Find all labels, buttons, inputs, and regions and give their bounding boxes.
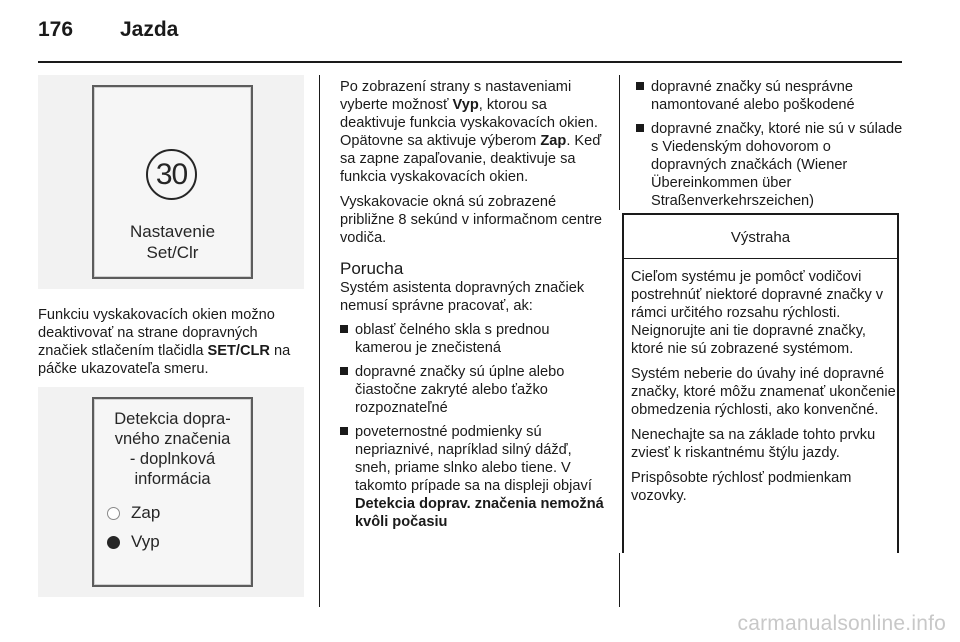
paragraph-malfunction: Systém asistenta dopravných značiek nemusí správne pracovať, ak: bbox=[340, 280, 585, 314]
option-vyp[interactable] bbox=[107, 532, 160, 552]
option-zap[interactable] bbox=[107, 503, 160, 523]
bold-run: Detekcia doprav. značenia nemožná kvôli počasiu bbox=[355, 496, 604, 530]
warning-paragraph: Cieľom systému je pomôcť vodičovi postrehnúť niektoré dopravné značky v rámci určitého rozsahu rýchlosti. Neignorujte ani tie dopravné značky, ktoré nie sú zobrazené systémom. bbox=[631, 269, 884, 357]
figure-settings-screen bbox=[38, 387, 304, 597]
warning-body bbox=[624, 259, 897, 505]
warning-title: Výstraha bbox=[624, 215, 897, 259]
warning-paragraph: Nenechajte sa na základe tohto prvku zviesť k riskantnému štýlu jazdy. bbox=[631, 427, 876, 461]
paragraph-deactivate bbox=[38, 306, 308, 378]
display-label-line1: Nastavenie bbox=[129, 222, 216, 241]
column-2-text bbox=[340, 78, 606, 537]
column-divider-1 bbox=[319, 75, 320, 607]
text-run: poveternostné podmienky sú nepriaznivé, napríklad silný dážď, sneh, priame slnko alebo tiene. V takomto prípade sa na displeji objaví bbox=[355, 424, 592, 494]
text-run: Funkciu vyskakovacích okien možno deaktivovať na strane dopravných značiek stlačením tlačidla bbox=[38, 307, 275, 359]
list-item bbox=[340, 423, 606, 531]
list-item: dopravné značky sú nesprávne namontované alebo poškodené bbox=[636, 78, 906, 114]
list-item: oblasť čelného skla s prednou kamerou je znečistená bbox=[340, 321, 606, 357]
paragraph-popup-duration: Vyskakovacie okná sú zobrazené približne 8 sekúnd v informačnom centre vodiča. bbox=[340, 194, 603, 246]
page-header bbox=[38, 18, 178, 42]
header-rule bbox=[38, 61, 902, 63]
figure-speed-sign bbox=[38, 75, 304, 289]
text-run: Po zobrazení strany s nastaveniami vyberte možnosť bbox=[340, 79, 572, 113]
settings-title-line: informácia bbox=[134, 470, 211, 488]
text-run: , ktorou sa deaktivuje funkcia vyskakovacích okien. Opätovne sa aktivuje výberom bbox=[340, 97, 598, 149]
malfunction-list bbox=[340, 321, 606, 531]
malfunction-list-continued bbox=[636, 78, 906, 210]
text-run: na páčke ukazovateľa smeru. bbox=[38, 343, 291, 377]
display-label-line2: Set/Clr bbox=[146, 243, 199, 262]
settings-title-line: - doplnková bbox=[129, 450, 216, 468]
text-run: . Keď sa zapne zapaľovanie, deaktivuje sa funkcia vyskakovacích okien. bbox=[340, 133, 602, 185]
option-vyp-label: Vyp bbox=[131, 532, 160, 551]
speed-limit-sign-icon bbox=[146, 149, 197, 200]
display-label bbox=[94, 221, 251, 263]
bold-run: SET/CLR bbox=[207, 343, 270, 359]
settings-title bbox=[94, 409, 251, 489]
bold-run: Vyp bbox=[452, 97, 479, 113]
warning-paragraph: Systém neberie do úvahy iné dopravné značky, ktoré môžu znamenať ukončenie obmedzenia rýchlosti, ako konvenčné. bbox=[631, 366, 896, 418]
column-3-text bbox=[636, 78, 906, 216]
option-zap-label: Zap bbox=[131, 503, 161, 522]
speed-limit-value: 30 bbox=[155, 157, 188, 191]
settings-title-line: Detekcia dopra- bbox=[114, 410, 231, 428]
list-item: dopravné značky, ktoré nie sú v súlade s Viedenským dohovorom o dopravných značkách (Wiener Übereinkommen über Straßenverkehrszeichen) bbox=[636, 120, 906, 210]
settings-title-line: vného značenia bbox=[114, 430, 231, 448]
bold-run: Zap bbox=[540, 133, 567, 149]
warning-box bbox=[622, 213, 899, 553]
radio-off-icon bbox=[107, 507, 120, 520]
section-title: Jazda bbox=[120, 18, 179, 41]
column-1-text bbox=[38, 306, 308, 385]
list-item: dopravné značky sú úplne alebo čiastočne zakryté alebo ťažko rozpoznateľné bbox=[340, 363, 606, 417]
radio-on-icon bbox=[107, 536, 120, 549]
column-divider-2b bbox=[619, 553, 620, 607]
column-divider-2 bbox=[619, 75, 620, 210]
paragraph-settings bbox=[340, 78, 606, 186]
page-number: 176 bbox=[38, 18, 74, 41]
watermark[interactable]: carmanualsonline.info bbox=[737, 612, 946, 635]
display-screen-settings bbox=[92, 397, 253, 587]
heading-porucha: Porucha bbox=[340, 259, 404, 278]
display-screen bbox=[92, 85, 253, 279]
warning-paragraph: Prispôsobte rýchlosť podmienkam vozovky. bbox=[631, 470, 852, 504]
